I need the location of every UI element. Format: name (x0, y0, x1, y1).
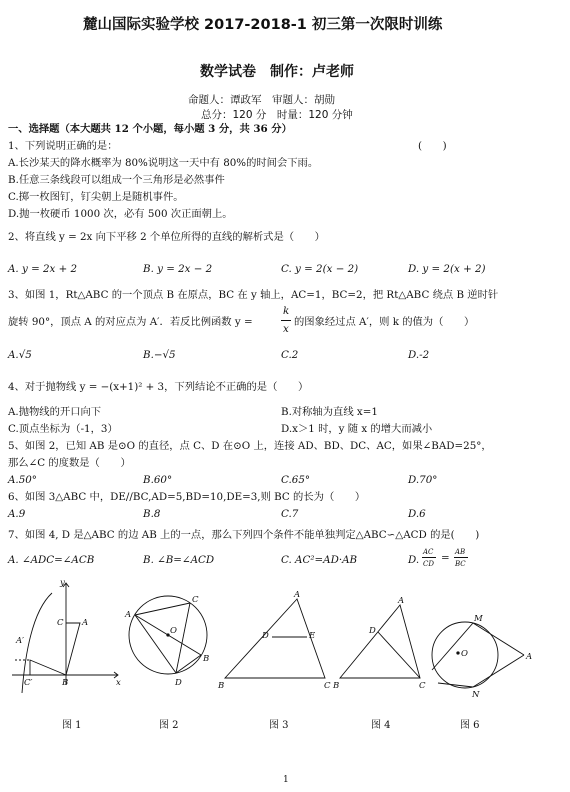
fig4-label-b: B (333, 681, 340, 691)
q6-option-a: A.9 (8, 508, 26, 520)
q4-option-b: B.对称轴为直线 x=1 (281, 406, 378, 418)
fig1-label-x: x (116, 678, 121, 688)
subtitle: 数学试卷 制作：卢老师 (200, 64, 354, 80)
q6-option-b: B.8 (143, 508, 161, 520)
fig4-label-a: A (398, 596, 405, 606)
q5-option-c: C.65° (281, 474, 311, 486)
q7-option-c: C. AC²=AD·AB (281, 554, 358, 566)
q3-line1: 3、如图 1，Rt△ABC 的一个顶点 B 在原点，BC 在 y 轴上，AC=1，BC=2，把 Rt△ABC 绕点 B 逆时针 (8, 289, 499, 301)
q7-d-equals: = (441, 552, 450, 564)
fig1-triangle-abc (66, 623, 80, 675)
fig3-label-a: A (294, 590, 301, 600)
q5-option-d: D.70° (408, 474, 438, 486)
fig6-tangent-ma (473, 623, 524, 655)
fig6-label-n: N (472, 690, 480, 700)
fig2-line-ad (135, 615, 176, 673)
fig1-caption: 图 1 (62, 720, 82, 731)
q2-option-b: B. y = 2x − 2 (143, 263, 213, 275)
fig1-triangle-rotated (30, 660, 66, 675)
fig2-label-c: C (192, 595, 199, 605)
q1-option-a: A.长沙某天的降水概率为 80%说明这一天中有 80%的时间会下雨。 (8, 157, 319, 169)
fig3-caption: 图 3 (269, 720, 289, 731)
section-heading: 一、选择题（本大题共 12 个小题，每小题 3 分，共 36 分） (8, 123, 292, 135)
fig3-label-d: D (262, 631, 269, 641)
fig4-label-c: C (419, 681, 426, 691)
fig6-label-m: M (474, 614, 483, 624)
fig1-label-b: B (62, 678, 69, 688)
fig2-line-cd (176, 603, 190, 673)
figure-6 (432, 614, 532, 700)
q4-option-c: C.顶点坐标为（-1，3） (8, 423, 118, 435)
q7-d-frac2-numerator: AB (455, 548, 466, 556)
q1-option-b: B.任意三条线段可以组成一个三角形是必然事件 (8, 174, 225, 186)
fig2-line-bd (176, 655, 201, 673)
fig4-label-d: D (369, 626, 376, 636)
q1-paren: ( ) (418, 140, 447, 152)
q5-line2: 那么∠C 的度数是（ ） (8, 457, 131, 469)
figures-svg (0, 575, 570, 705)
figure-4 (332, 596, 426, 691)
q2-option-d: D. y = 2(x + 2) (408, 263, 486, 275)
q7-option-d-prefix: D. (408, 554, 420, 566)
q7-option-b: B. ∠B=∠ACD (143, 554, 215, 566)
fig6-label-a: A (526, 652, 533, 662)
fig6-center-dot (457, 652, 459, 654)
fig3-label-b: B (218, 681, 225, 691)
fig6-chord (432, 623, 473, 670)
figure-1 (12, 578, 121, 693)
q3-fraction-bar (281, 320, 291, 321)
fig1-label-c-prime: C′ (24, 678, 33, 688)
q7-d-frac1-numerator: AC (423, 548, 434, 556)
q5-line1: 5、如图 2，已知 AB 是⊙O 的直径，点 C、D 在⊙O 上，连接 AD、BD、DC、AC，如果∠BAD=25°， (8, 440, 492, 452)
q6-option-d: D.6 (408, 508, 426, 520)
q5-option-a: A.50° (8, 474, 37, 486)
fig2-label-b: B (203, 654, 210, 664)
q3-fraction-numerator: k (283, 305, 290, 317)
q3-option-a: A.√5 (8, 349, 32, 361)
q4-option-d: D.x＞1 时，y 随 x 的增大而减小 (281, 423, 433, 435)
q3-line2-post: 的图象经过点 A′，则 k 的值为（ ） (294, 316, 475, 328)
fig6-label-o: O (461, 649, 468, 659)
q5-option-b: B.60° (143, 474, 173, 486)
fig4-caption: 图 4 (371, 720, 391, 731)
fig1-label-a: A (82, 618, 89, 628)
fig2-label-d: D (175, 678, 182, 688)
q3-option-c: C.2 (281, 349, 299, 361)
q7-d-frac2-denominator: BC (455, 560, 466, 568)
fig3-label-e: E (309, 631, 316, 641)
fig2-label-a: A (125, 610, 132, 620)
figure-3 (217, 590, 331, 691)
authors: 命题人：谭政军 审题人：胡勋 (188, 94, 335, 106)
score-time: 总分：120 分 时量：120 分钟 (201, 109, 353, 121)
fig1-label-y: y (60, 578, 65, 588)
fig1-label-c: C (57, 618, 64, 628)
q6-stem: 6、如图 3△ABC 中，DE//BC,AD=5,BD=10,DE=3,则 BC 的长为（ ） (8, 491, 366, 503)
q7-option-a: A. ∠ADC=∠ACB (8, 554, 95, 566)
fig1-label-a-prime: A′ (16, 636, 25, 646)
q1-option-d: D.抛一枚硬币 1000 次，必有 500 次正面朝上。 (8, 208, 233, 220)
fig6-caption: 图 6 (460, 720, 480, 731)
fig3-label-c: C (324, 681, 331, 691)
figure-2 (124, 595, 209, 688)
q2-option-a: A. y = 2x + 2 (8, 263, 78, 275)
q2-option-c: C. y = 2(x − 2) (281, 263, 359, 275)
q3-fraction-denominator: x (283, 323, 289, 335)
page-title: 麓山国际实验学校 2017-2018-1 初三第一次限时训练 (83, 17, 443, 33)
q6-option-c: C.7 (281, 508, 299, 520)
q3-option-b: B.−√5 (143, 349, 176, 361)
fig6-tangent-na (473, 655, 524, 687)
fig4-triangle (340, 605, 420, 678)
fig2-center-dot (167, 634, 169, 636)
q7-d-frac1-bar (422, 557, 436, 558)
q4-stem: 4、对于抛物线 y = −(x+1)² + 3，下列结论不正确的是（ ） (8, 381, 309, 393)
fig2-label-o: O (170, 626, 177, 636)
q7-stem: 7、如图 4, D 是△ABC 的边 AB 上的一点，那么下列四个条件不能单独判定△ABC∽△ACD 的是( ) (8, 529, 480, 541)
q7-d-frac2-bar (454, 557, 468, 558)
page-number: 1 (283, 775, 289, 785)
q1-option-c: C.掷一枚图钉，钉尖朝上是随机事件。 (8, 191, 184, 203)
q2-stem: 2、将直线 y = 2x 向下平移 2 个单位所得的直线的解析式是（ ） (8, 231, 325, 243)
q4-option-a: A.抛物线的开口向下 (8, 406, 102, 418)
q1-stem: 1、下列说明正确的是： (8, 140, 118, 152)
q7-d-frac1-denominator: CD (423, 560, 434, 568)
fig2-caption: 图 2 (159, 720, 179, 731)
q3-option-d: D.-2 (408, 349, 430, 361)
q3-line2-pre: 旋转 90°，顶点 A 的对应点为 A′．若反比例函数 y = (8, 316, 253, 328)
